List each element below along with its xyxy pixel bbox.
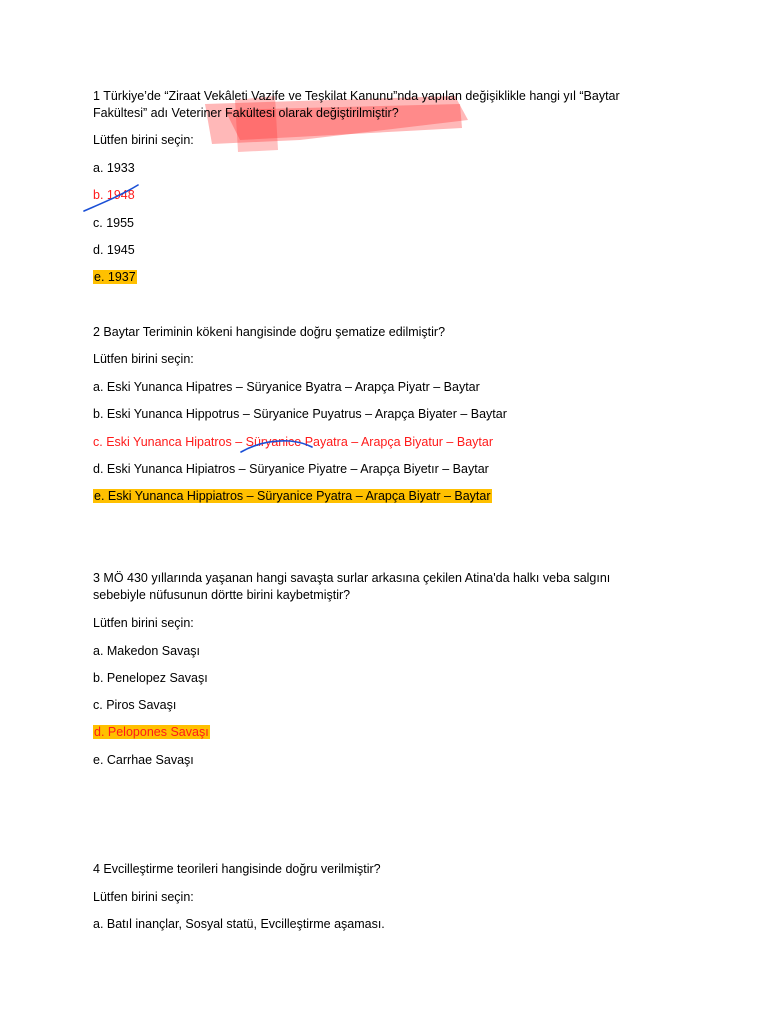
question-1-option-a[interactable]: a. 1933: [93, 161, 135, 175]
question-2-option-a[interactable]: a. Eski Yunanca Hipatres – Süryanice Byatra – Arapça Piyatr – Baytar: [93, 380, 480, 394]
question-4-prompt: Lütfen birini seçin:: [93, 890, 194, 904]
question-4-option-a[interactable]: a. Batıl inançlar, Sosyal statü, Evcilleştirme aşaması.: [93, 917, 385, 931]
question-2-prompt: Lütfen birini seçin:: [93, 352, 194, 366]
question-3-prompt: Lütfen birini seçin:: [93, 616, 194, 630]
question-4-text: 4 Evcilleştirme teorileri hangisinde doğru verilmiştir?: [93, 862, 381, 876]
question-2-option-b[interactable]: b. Eski Yunanca Hippotrus – Süryanice Puyatrus – Arapça Biyater – Baytar: [93, 407, 507, 421]
question-2-option-c[interactable]: c. Eski Yunanca Hipatros – Süryanice Payatra – Arapça Biyatur – Baytar: [93, 435, 493, 449]
question-1-option-c[interactable]: c. 1955: [93, 216, 135, 230]
question-1-option-d[interactable]: d. 1945: [93, 243, 135, 257]
question-3-option-a[interactable]: a. Makedon Savaşı: [93, 644, 201, 658]
question-2-option-d[interactable]: d. Eski Yunanca Hipiatros – Süryanice Piyatre – Arapça Biyetır – Baytar: [93, 462, 489, 476]
question-3-option-d[interactable]: [93, 724, 210, 741]
question-3-text: 3 MÖ 430 yıllarında yaşanan hangi savaşta surlar arkasına çekilen Atina'da halkı veba salgını sebebiyle nüfusunun dörtte birini kaybetmiştir?: [93, 571, 611, 602]
correct-answer-highlight: d. Pelopones Savaşı: [94, 725, 209, 739]
question-1-option-e[interactable]: [93, 269, 137, 286]
question-1-prompt: Lütfen birini seçin:: [93, 133, 194, 147]
question-1-text: 1 Türkiye’de “Ziraat Vekâleti Vazife ve Teşkilat Kanunu”nda yapılan değişiklikle hangi yıl “Baytar Fakültesi” adı Veteriner Fakültesi olarak değiştirilmiştir?: [93, 89, 620, 120]
question-1-option-b[interactable]: b. 1948: [93, 188, 135, 202]
question-2-option-e[interactable]: [93, 488, 492, 505]
question-3-option-e[interactable]: e. Carrhae Savaşı: [93, 753, 194, 767]
question-3-option-c[interactable]: c. Piros Savaşı: [93, 698, 177, 712]
correct-answer-highlight: e. 1937: [94, 270, 136, 284]
question-2-text: 2 Baytar Teriminin kökeni hangisinde doğru şematize edilmiştir?: [93, 325, 446, 339]
question-3-option-b[interactable]: b. Penelopez Savaşı: [93, 671, 208, 685]
correct-answer-highlight: e. Eski Yunanca Hippiatros – Süryanice Pyatra – Arapça Biyatr – Baytar: [94, 489, 491, 503]
